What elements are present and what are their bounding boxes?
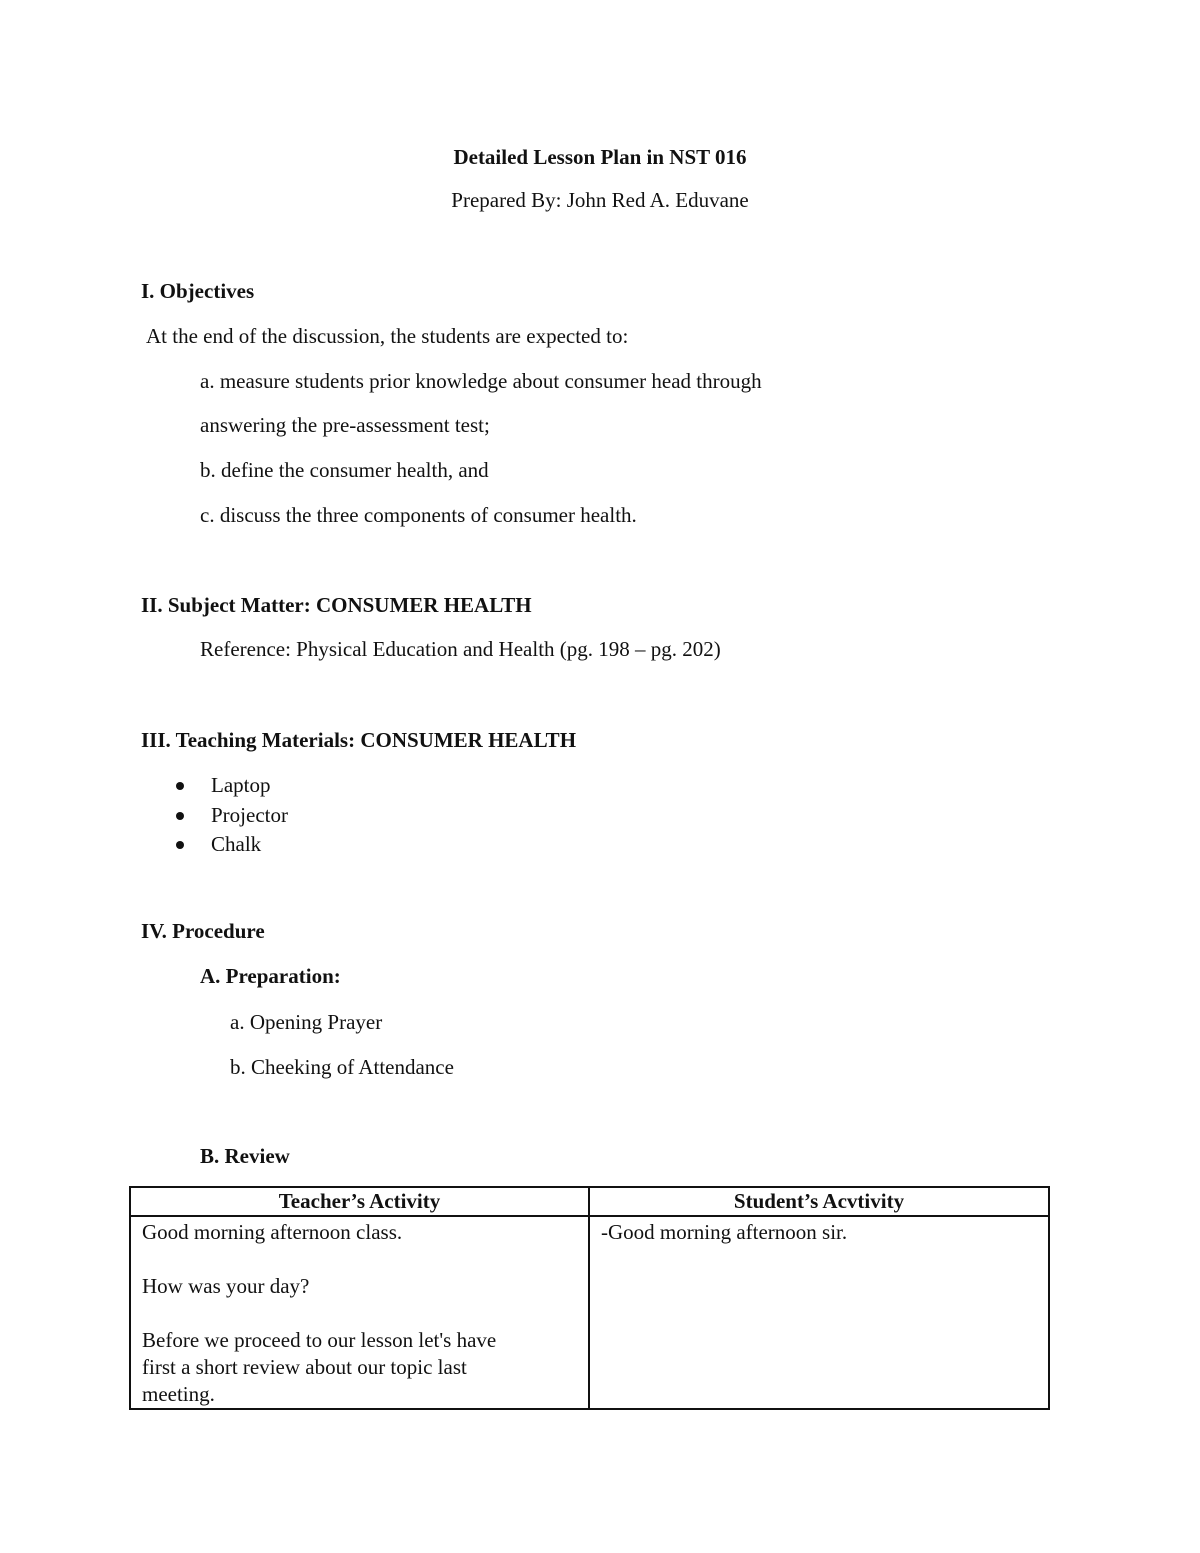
preparation-heading: A. Preparation: (200, 964, 341, 988)
bullet-icon (176, 841, 184, 849)
table-header-row (130, 1187, 1049, 1216)
list-item (170, 771, 288, 801)
teacher-line: Before we proceed to our lesson let's have (142, 1328, 497, 1352)
student-line: -Good morning afternoon sir. (601, 1220, 848, 1244)
objective-c: c. discuss the three components of consumer health. (200, 503, 637, 527)
teacher-line: meeting. (142, 1382, 215, 1406)
teacher-line: How was your day? (142, 1274, 310, 1298)
teacher-line: Good morning afternoon class. (142, 1220, 403, 1244)
reference-line: Reference: Physical Education and Health (pg. 198 – pg. 202) (200, 637, 721, 661)
material-label: Projector (211, 802, 288, 827)
bullet-icon (176, 812, 184, 820)
objectives-heading: I. Objectives (141, 279, 255, 303)
objective-a-line2: answering the pre-assessment test; (200, 413, 490, 437)
teacher-activity-cell (130, 1216, 589, 1409)
student-activity-header: Student’s Acvtivity (589, 1187, 1049, 1216)
prepared-by: Prepared By: John Red A. Eduvane (451, 188, 749, 212)
objectives-intro: At the end of the discussion, the students are expected to: (146, 324, 629, 348)
material-label: Chalk (211, 832, 262, 856)
document-title: Detailed Lesson Plan in NST 016 (453, 145, 747, 169)
materials-list (170, 771, 288, 860)
bullet-icon (176, 782, 184, 790)
student-activity-cell (589, 1216, 1049, 1409)
teaching-materials-heading: III. Teaching Materials: CONSUMER HEALTH (141, 728, 577, 752)
procedure-heading: IV. Procedure (141, 919, 265, 943)
material-label: Laptop (211, 773, 271, 797)
teacher-activity-header: Teacher’s Activity (130, 1187, 589, 1216)
list-item (170, 801, 288, 831)
preparation-item-a: a. Opening Prayer (230, 1010, 383, 1034)
objective-a-line1: a. measure students prior knowledge about consumer head through (200, 369, 762, 393)
review-table (129, 1186, 1050, 1410)
review-heading: B. Review (200, 1144, 290, 1168)
preparation-item-b: b. Cheeking of Attendance (230, 1055, 454, 1079)
table-row (130, 1216, 1049, 1409)
objective-b: b. define the consumer health, and (200, 458, 489, 482)
subject-matter-heading: II. Subject Matter: CONSUMER HEALTH (141, 593, 532, 617)
list-item (170, 830, 288, 860)
teacher-line: first a short review about our topic last (142, 1355, 467, 1379)
